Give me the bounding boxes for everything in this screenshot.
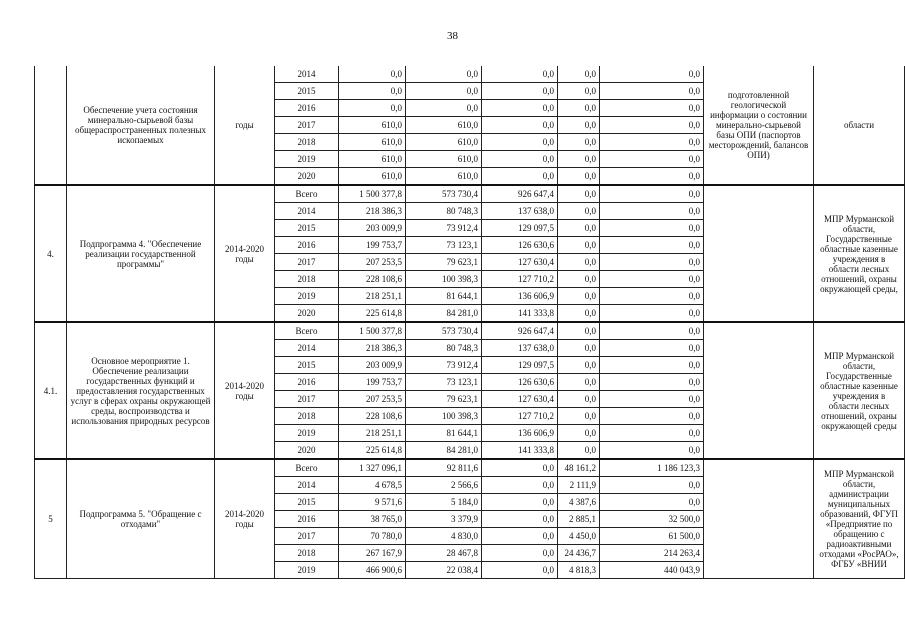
- val-cell: 0,0: [558, 168, 600, 186]
- val-cell: 610,0: [339, 168, 406, 186]
- val-cell: 92 811,6: [406, 459, 482, 477]
- val-cell: 0,0: [558, 305, 600, 323]
- year-cell: 2015: [275, 357, 339, 374]
- val-cell: 79 623,1: [406, 391, 482, 408]
- year-cell: 2017: [275, 254, 339, 271]
- val-cell: 0,0: [558, 220, 600, 237]
- num-cell: 5: [35, 459, 67, 579]
- val-cell: 0,0: [482, 545, 558, 562]
- val-cell: 2 885,1: [558, 511, 600, 528]
- val-cell: 129 097,5: [482, 220, 558, 237]
- val-cell: 0,0: [482, 511, 558, 528]
- year-cell: 2017: [275, 391, 339, 408]
- val-cell: 4 830,0: [406, 528, 482, 545]
- val-cell: 0,0: [600, 117, 704, 134]
- val-cell: 137 638,0: [482, 340, 558, 357]
- val-cell: 70 780,0: [339, 528, 406, 545]
- val-cell: 0,0: [600, 477, 704, 494]
- val-cell: 207 253,5: [339, 254, 406, 271]
- val-cell: 22 038,4: [406, 562, 482, 579]
- val-cell: 5 184,0: [406, 494, 482, 511]
- val-cell: 214 263,4: [600, 545, 704, 562]
- val-cell: 0,0: [600, 391, 704, 408]
- val-cell: 4 678,5: [339, 477, 406, 494]
- val-cell: 0,0: [600, 168, 704, 186]
- table-row: [35, 185, 905, 203]
- val-cell: 127 630,4: [482, 254, 558, 271]
- val-cell: 1 186 123,3: [600, 459, 704, 477]
- val-cell: 225 614,8: [339, 442, 406, 460]
- val-cell: 137 638,0: [482, 203, 558, 220]
- val-cell: 0,0: [600, 83, 704, 100]
- val-cell: 0,0: [600, 220, 704, 237]
- year-cell: 2018: [275, 545, 339, 562]
- val-cell: 127 710,2: [482, 408, 558, 425]
- result-cell: [704, 322, 814, 459]
- val-cell: 0,0: [406, 66, 482, 83]
- val-cell: 0,0: [600, 357, 704, 374]
- val-cell: 573 730,4: [406, 322, 482, 340]
- val-cell: 126 630,6: [482, 237, 558, 254]
- val-cell: 0,0: [339, 66, 406, 83]
- val-cell: 0,0: [600, 66, 704, 83]
- val-cell: 80 748,3: [406, 203, 482, 220]
- val-cell: 79 623,1: [406, 254, 482, 271]
- val-cell: 0,0: [558, 425, 600, 442]
- table-row: [35, 322, 905, 340]
- val-cell: 4 387,6: [558, 494, 600, 511]
- year-cell: 2016: [275, 237, 339, 254]
- val-cell: 0,0: [600, 185, 704, 203]
- year-cell: 2020: [275, 305, 339, 323]
- val-cell: 28 467,8: [406, 545, 482, 562]
- year-cell: 2019: [275, 562, 339, 579]
- val-cell: 61 500,0: [600, 528, 704, 545]
- exec-cell: МПР Мурманской области, Государственные областные казенные учреждения в области лесных отношений, охраны окружающей среды,: [814, 185, 905, 322]
- table-row: [35, 66, 905, 83]
- val-cell: 0,0: [482, 477, 558, 494]
- val-cell: 0,0: [558, 288, 600, 305]
- val-cell: 0,0: [600, 374, 704, 391]
- result-cell: подготовленной геологической информации о состоянии минерально-сырьевой базы ОПИ (паспортов месторождений, балансов ОПИ): [704, 66, 814, 185]
- val-cell: 0,0: [558, 374, 600, 391]
- val-cell: 4 450,0: [558, 528, 600, 545]
- year-cell: 2019: [275, 288, 339, 305]
- val-cell: 2 111,9: [558, 477, 600, 494]
- val-cell: 84 281,0: [406, 305, 482, 323]
- val-cell: 466 900,6: [339, 562, 406, 579]
- year-cell: 2020: [275, 442, 339, 460]
- val-cell: 0,0: [558, 340, 600, 357]
- num-cell: 4.: [35, 185, 67, 322]
- val-cell: 0,0: [482, 494, 558, 511]
- val-cell: 0,0: [600, 408, 704, 425]
- val-cell: 228 108,6: [339, 408, 406, 425]
- val-cell: 0,0: [558, 254, 600, 271]
- year-cell: Всего: [275, 185, 339, 203]
- year-cell: 2015: [275, 83, 339, 100]
- val-cell: 0,0: [600, 100, 704, 117]
- year-cell: Всего: [275, 459, 339, 477]
- year-cell: 2016: [275, 511, 339, 528]
- val-cell: 0,0: [600, 271, 704, 288]
- year-cell: 2014: [275, 66, 339, 83]
- val-cell: 136 606,9: [482, 425, 558, 442]
- page-number: 38: [447, 30, 458, 42]
- val-cell: 0,0: [558, 151, 600, 168]
- val-cell: 225 614,8: [339, 305, 406, 323]
- num-cell: [35, 66, 67, 185]
- year-cell: 2017: [275, 528, 339, 545]
- val-cell: 610,0: [406, 117, 482, 134]
- val-cell: 0,0: [482, 134, 558, 151]
- year-cell: 2016: [275, 374, 339, 391]
- val-cell: 0,0: [558, 203, 600, 220]
- year-cell: 2018: [275, 134, 339, 151]
- year-cell: 2019: [275, 425, 339, 442]
- val-cell: 141 333,8: [482, 442, 558, 460]
- val-cell: 0,0: [600, 425, 704, 442]
- val-cell: 0,0: [600, 254, 704, 271]
- val-cell: 0,0: [558, 408, 600, 425]
- name-cell: Обеспечение учета состояния минерально-сырьевой базы общераспространенных полезных ископаемых: [67, 66, 215, 185]
- year-cell: 2020: [275, 168, 339, 186]
- val-cell: 573 730,4: [406, 185, 482, 203]
- val-cell: 207 253,5: [339, 391, 406, 408]
- val-cell: 0,0: [558, 83, 600, 100]
- val-cell: 610,0: [406, 168, 482, 186]
- val-cell: 0,0: [482, 562, 558, 579]
- val-cell: 24 436,7: [558, 545, 600, 562]
- val-cell: 610,0: [339, 117, 406, 134]
- val-cell: 0,0: [600, 305, 704, 323]
- program-funding-table: [34, 66, 905, 579]
- val-cell: 2 566,6: [406, 477, 482, 494]
- year-cell: 2014: [275, 340, 339, 357]
- exec-cell: области: [814, 66, 905, 185]
- val-cell: 0,0: [558, 100, 600, 117]
- val-cell: 127 710,2: [482, 271, 558, 288]
- val-cell: 199 753,7: [339, 374, 406, 391]
- val-cell: 38 765,0: [339, 511, 406, 528]
- val-cell: 100 398,3: [406, 271, 482, 288]
- val-cell: 136 606,9: [482, 288, 558, 305]
- period-cell: 2014-2020 годы: [215, 459, 275, 579]
- val-cell: 0,0: [600, 494, 704, 511]
- val-cell: 81 644,1: [406, 288, 482, 305]
- val-cell: 0,0: [482, 100, 558, 117]
- year-cell: 2017: [275, 117, 339, 134]
- val-cell: 267 167,9: [339, 545, 406, 562]
- val-cell: 73 912,4: [406, 220, 482, 237]
- num-cell: 4.1.: [35, 322, 67, 459]
- val-cell: 80 748,3: [406, 340, 482, 357]
- period-cell: годы: [215, 66, 275, 185]
- val-cell: 0,0: [600, 442, 704, 460]
- val-cell: 0,0: [482, 117, 558, 134]
- val-cell: 1 327 096,1: [339, 459, 406, 477]
- year-cell: 2018: [275, 271, 339, 288]
- val-cell: 0,0: [406, 100, 482, 117]
- val-cell: 203 009,9: [339, 220, 406, 237]
- val-cell: 32 500,0: [600, 511, 704, 528]
- val-cell: 0,0: [600, 322, 704, 340]
- year-cell: Всего: [275, 322, 339, 340]
- result-cell: [704, 185, 814, 322]
- val-cell: 203 009,9: [339, 357, 406, 374]
- val-cell: 48 161,2: [558, 459, 600, 477]
- exec-cell: МПР Мурманской области, администрации муниципальных образований, ФГУП «Предприятие по обращению с радиоактивными отходами «РосРАО», ФГБУ «ВНИИ: [814, 459, 905, 579]
- val-cell: 199 753,7: [339, 237, 406, 254]
- val-cell: 0,0: [600, 151, 704, 168]
- result-cell: [704, 459, 814, 579]
- val-cell: 0,0: [482, 528, 558, 545]
- val-cell: 0,0: [600, 203, 704, 220]
- val-cell: 218 386,3: [339, 340, 406, 357]
- val-cell: 81 644,1: [406, 425, 482, 442]
- val-cell: 73 123,1: [406, 237, 482, 254]
- val-cell: 218 251,1: [339, 425, 406, 442]
- val-cell: 73 912,4: [406, 357, 482, 374]
- val-cell: 0,0: [558, 442, 600, 460]
- val-cell: 0,0: [600, 134, 704, 151]
- val-cell: 0,0: [558, 185, 600, 203]
- year-cell: 2019: [275, 151, 339, 168]
- name-cell: Подпрограмма 5. "Обращение с отходами": [67, 459, 215, 579]
- table-row: [35, 459, 905, 477]
- val-cell: 4 818,3: [558, 562, 600, 579]
- val-cell: 0,0: [339, 100, 406, 117]
- val-cell: 129 097,5: [482, 357, 558, 374]
- val-cell: 141 333,8: [482, 305, 558, 323]
- val-cell: 0,0: [600, 340, 704, 357]
- val-cell: 440 043,9: [600, 562, 704, 579]
- val-cell: 0,0: [482, 66, 558, 83]
- val-cell: 218 251,1: [339, 288, 406, 305]
- val-cell: 0,0: [482, 168, 558, 186]
- val-cell: 127 630,4: [482, 391, 558, 408]
- val-cell: 610,0: [339, 134, 406, 151]
- exec-cell: МПР Мурманской области, Государственные областные казенные учреждения в области лесных отношений, охраны окружающей среды: [814, 322, 905, 459]
- year-cell: 2014: [275, 477, 339, 494]
- val-cell: 84 281,0: [406, 442, 482, 460]
- val-cell: 0,0: [558, 237, 600, 254]
- val-cell: 3 379,9: [406, 511, 482, 528]
- val-cell: 0,0: [558, 271, 600, 288]
- val-cell: 126 630,6: [482, 374, 558, 391]
- val-cell: 0,0: [600, 288, 704, 305]
- val-cell: 610,0: [339, 151, 406, 168]
- year-cell: 2016: [275, 100, 339, 117]
- val-cell: 9 571,6: [339, 494, 406, 511]
- period-cell: 2014-2020 годы: [215, 185, 275, 322]
- val-cell: 610,0: [406, 134, 482, 151]
- val-cell: 0,0: [558, 391, 600, 408]
- val-cell: 0,0: [339, 83, 406, 100]
- year-cell: 2018: [275, 408, 339, 425]
- val-cell: 0,0: [482, 83, 558, 100]
- val-cell: 1 500 377,8: [339, 322, 406, 340]
- val-cell: 0,0: [600, 237, 704, 254]
- val-cell: 926 647,4: [482, 322, 558, 340]
- name-cell: Основное мероприятие 1. Обеспечение реализации государственных функций и предоставления государственных услуг в сферах охраны окружающей среды, воспроизводства и использования природных ресурсов: [67, 322, 215, 459]
- name-cell: Подпрограмма 4. "Обеспечение реализации государственной программы": [67, 185, 215, 322]
- year-cell: 2015: [275, 220, 339, 237]
- period-cell: 2014-2020 годы: [215, 322, 275, 459]
- val-cell: 0,0: [482, 459, 558, 477]
- val-cell: 0,0: [482, 151, 558, 168]
- val-cell: 0,0: [406, 83, 482, 100]
- year-cell: 2014: [275, 203, 339, 220]
- val-cell: 100 398,3: [406, 408, 482, 425]
- val-cell: 1 500 377,8: [339, 185, 406, 203]
- val-cell: 0,0: [558, 66, 600, 83]
- year-cell: 2015: [275, 494, 339, 511]
- val-cell: 610,0: [406, 151, 482, 168]
- val-cell: 228 108,6: [339, 271, 406, 288]
- val-cell: 926 647,4: [482, 185, 558, 203]
- val-cell: 0,0: [558, 134, 600, 151]
- val-cell: 0,0: [558, 357, 600, 374]
- val-cell: 0,0: [558, 322, 600, 340]
- val-cell: 73 123,1: [406, 374, 482, 391]
- val-cell: 218 386,3: [339, 203, 406, 220]
- val-cell: 0,0: [558, 117, 600, 134]
